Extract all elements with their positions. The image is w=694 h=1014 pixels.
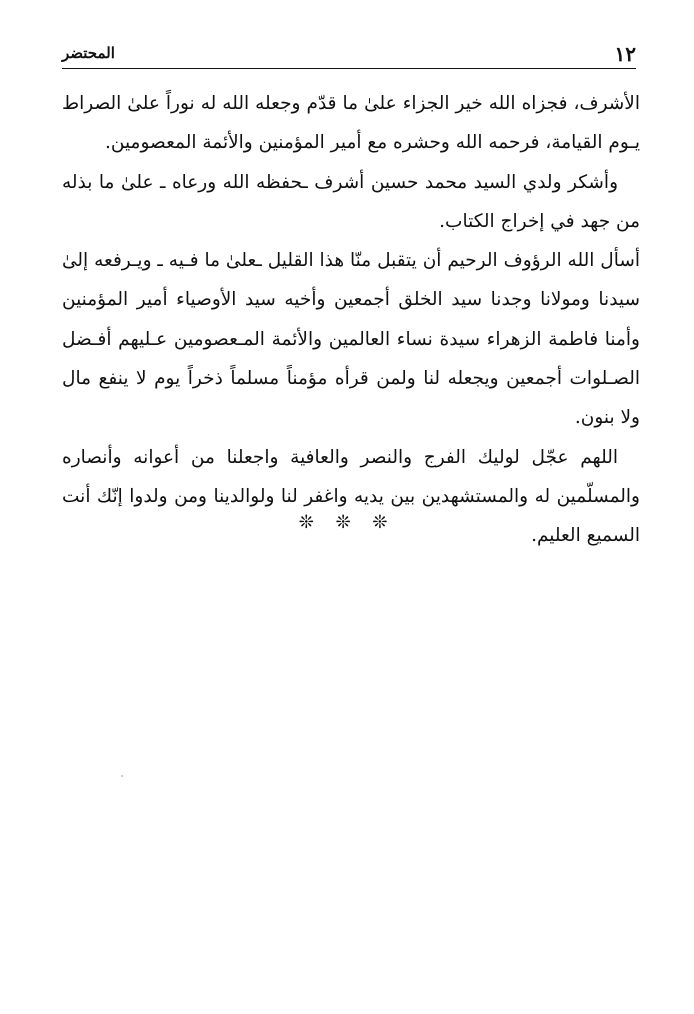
body-text (62, 84, 640, 556)
header-divider (62, 68, 636, 69)
paragraph-1: الأشرف، فجزاه الله خير الجزاء علىٰ ما قدّم وجعله الله له نوراً علىٰ الصراط يـوم القيامة، فرحمه الله وحشره مع أمير المؤمنين والأئمة المعصومين. (62, 93, 640, 154)
paragraph-4: اللهم عجّل لوليك الفرج والنصر والعافية واجعلنا من أعوانه وأنصاره والمسلّمين له والمستشهدين بين يديه واغفر لنا ولوالدينا ومن ولدوا إنّك أنت السميع العليم. (62, 446, 640, 547)
paragraph-3: أسأل الله الرؤوف الرحيم أن يتقبل منّا هذا القليل ـعلىٰ ما فـيه ـ ويـرفعه إلىٰ سيدنا ومولانا وجدنا سيد الخلق أجمعين وأخيه سيد الأوصياء أمير المؤمنين وأمنا فاطمة الزهراء سيدة نساء العالمين والأئمة المـعصومين عـليهم أفـضل الصـلوات أجمعين ويجعله لنا ولمن قرأه مؤمناً مسلماً ذخراً يوم لا ينفع مال ولا بنون. (62, 250, 640, 429)
section-separator: ❊ ❊ ❊ (298, 512, 396, 533)
running-title: المحتضر (62, 44, 115, 62)
page-number: ١٢ (614, 42, 636, 66)
paragraph-2: وأشكر ولدي السيد محمد حسين أشرف ـحفظه الله ورعاه ـ علىٰ ما بذله من جهد في إخراج الكتاب. (62, 171, 640, 232)
scan-speck (121, 775, 123, 777)
page-header (62, 38, 636, 70)
